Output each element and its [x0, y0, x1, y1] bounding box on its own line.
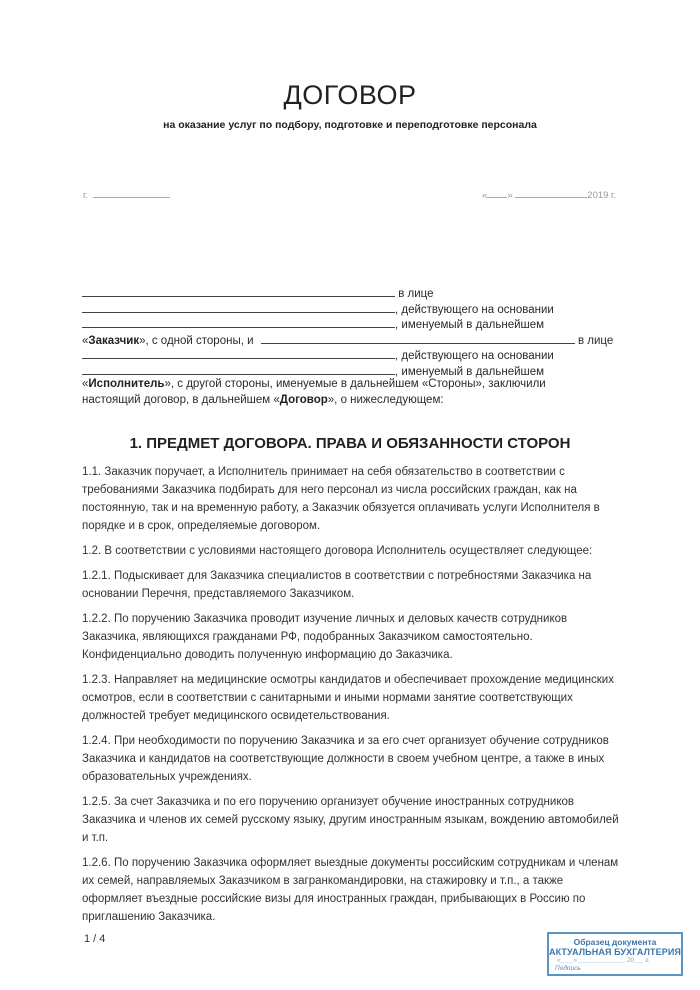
date-field [482, 190, 616, 201]
city-field [83, 190, 170, 201]
clause-paragraph: 1.2.3. Направляет на медицинские осмотры кандидатов и обеспечивает прохождение медицинских осмотров, если в соответствии с санитарными и иными нормами занятие соответствующих должностей требует медицинского освидетельствования. [82, 674, 614, 722]
clause-paragraph: 1.2.6. По поручению Заказчика оформляет выездные документы российским сотрудникам и членам их семей, направляемых Заказчиком в загранкомандировки, на стажировку и т.п., а также оформляет въездные российские визы для иностранных граждан, прибывающих в Россию по приглашению Заказчика. [82, 857, 619, 923]
blank-line [261, 331, 575, 344]
parties-row [82, 300, 622, 316]
city-prefix: г. [83, 190, 88, 201]
parties-row [82, 362, 622, 378]
parties-text: », с одной стороны, и [139, 334, 254, 347]
clause-paragraph: 1.2.1. Подыскивает для Заказчика специалистов в соответствии с потребностями Заказчика на основании Перечня, представляемого Заказчиком. [82, 570, 592, 600]
document-subtitle: на оказание услуг по подбору, подготовке и переподготовке персонала [163, 119, 537, 131]
clause-paragraph: 1.2. В соответствии с условиями настоящего договора Исполнитель осуществляет следующее: [82, 545, 593, 557]
parties-text: , действующего на основании [395, 350, 554, 362]
parties-text: , действующего на основании [395, 303, 554, 316]
parties-row [82, 346, 622, 362]
stamp-line-brand: АКТУАЛЬНАЯ БУХГАЛТЕРИЯ [549, 947, 681, 957]
clause-paragraph: 1.1. Заказчик поручает, а Исполнитель принимает на себя обязательство в соответствии с требованиями Заказчика подбирать для него персонал из числа российских граждан, как на постоянную, так и на временную работу, а Заказчик обязуется оплачивать услуги Исполнителя в порядке и в срок, определяемые договором. [82, 466, 600, 532]
blank-line [82, 284, 395, 297]
parties-row [82, 331, 622, 347]
parties-text: », с другой стороны, именуемые в дальнейшем «Стороны», заключили [164, 378, 546, 390]
date-quote-close: » [507, 190, 513, 201]
parties-text: « [82, 378, 89, 390]
parties-row [82, 284, 622, 300]
parties-row [82, 393, 622, 409]
parties-text: , именуемый в дальнейшем [395, 319, 545, 331]
customer-label: Заказчик [88, 334, 140, 347]
clause-paragraph: 1.2.4. При необходимости по поручению Заказчика и за его счет организует обучение сотрудников Заказчика и кандидатов на соответствующие должности в своем учебном центре, а также в иных образовательных учреждениях. [82, 735, 609, 783]
day-blank-line [487, 197, 507, 198]
city-blank-line [93, 197, 170, 198]
date-year: 2019 г. [587, 190, 616, 201]
document-title: ДОГОВОР [283, 80, 417, 110]
stamp-line-signature: Подпись [555, 965, 581, 972]
blank-line [82, 315, 395, 328]
parties-row [82, 377, 622, 393]
section-heading: 1. ПРЕДМЕТ ДОГОВОРА. ПРАВА И ОБЯЗАННОСТИ СТОРОН [129, 435, 571, 452]
parties-block [82, 284, 622, 408]
date-quote-open: « [482, 190, 488, 201]
sample-stamp [547, 932, 683, 976]
stamp-line-sample: Образец документа [573, 937, 657, 947]
parties-text: в лице [398, 288, 434, 300]
contract-label: Договор [279, 393, 328, 406]
blank-line [82, 362, 395, 375]
blank-line [82, 300, 395, 313]
parties-text: настоящий договор, в дальнейшем « [82, 393, 280, 406]
stamp-line-date: «____» ______________ 20___ г. [557, 958, 651, 964]
contractor-label: Исполнитель [88, 378, 165, 390]
parties-text: « [82, 334, 89, 347]
page-number: 1 / 4 [84, 933, 106, 945]
parties-text: , именуемый в дальнейшем [395, 365, 545, 378]
section-body [82, 463, 627, 933]
parties-text: в лице [577, 334, 614, 347]
clause-paragraph: 1.2.2. По поручению Заказчика проводит изучение личных и деловых качеств сотрудников Заказчика, являющихся гражданами РФ, подобранных Заказчиком самостоятельно. Конфиденциально доводить полученную информацию до Заказчика. [82, 613, 568, 661]
parties-row [82, 315, 622, 331]
clause-paragraph: 1.2.5. За счет Заказчика и по его поручению организует обучение иностранных сотрудников Заказчика и членов их семей русскому языку, другим иностранным языкам, вождению автомобилей и т.п. [82, 796, 619, 844]
month-blank-line [515, 197, 587, 198]
parties-text: », о нижеследующем: [327, 393, 444, 406]
blank-line [82, 346, 395, 359]
